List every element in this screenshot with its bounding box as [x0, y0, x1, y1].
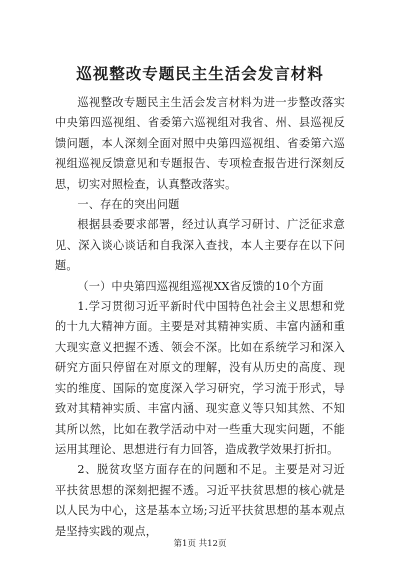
paragraph: 2、脱贫攻坚方面存在的问题和不足。主要是对习近平扶贫思想的深刻把握不透。习近平扶贫思想的核心就是以人民为中心，这是基本立场;习近平扶贫思想的基本观点是坚持实践的观点，	[55, 463, 345, 538]
page-footer: 第1页 共12页	[173, 539, 227, 549]
document-title: 巡视整改专题民主生活会发言材料	[76, 64, 324, 83]
paragraph: 1.学习贯彻习近平新时代中国特色社会主义思想和党的十九大精神方面。主要是对其精神实质、丰富内涵和重大现实意义把握不透、领会不深。比如在系统学习和深入研究方面只停留在对原文的理解，没有从历史的高度、现实的维度、国际的宽度深入学习研究，学习流于形式，导致对其精神实质、丰富内涵、现实意义等只知其然、不知其所以然，比如在教学活动中对一些重大现实问题，不能运用其理论、思想进行有力回答，造成教学效果打折扣。	[55, 300, 345, 456]
intro-paragraph: 巡视整改专题民主生活会发言材料为进一步整改落实中央第四巡视组、省委第六巡视组对我省、州、县巡视反馈问题，本人深刻全面对照中央第四巡视组、省委第六巡视组巡视反馈意见和专题报告、专项检查报告进行深刻反思，切实对照检查，认真整改落实。	[55, 96, 345, 191]
document-body	[55, 93, 345, 542]
subsection-heading: （一）中央第四巡视组巡视XX省反馈的10个方面	[77, 279, 324, 293]
section-heading: 一、存在的突出问题	[77, 198, 180, 212]
paragraph: 根据县委要求部署，经过认真学习研讨、广泛征求意见、深入谈心谈话和自我深入查找，本人主要存在以下问题。	[55, 218, 345, 273]
